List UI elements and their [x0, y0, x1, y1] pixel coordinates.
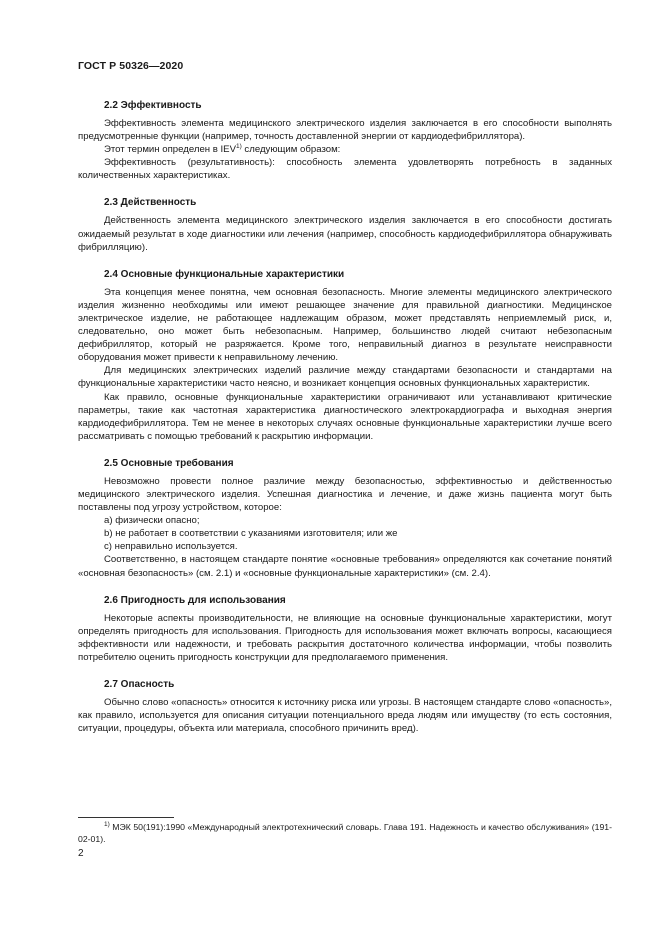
- section-2-6: [78, 594, 612, 664]
- paragraph: Действенность элемента медицинского электрического изделия заключается в его способности достигать ожидаемый результат в ходе диагностики или лечения (например, способность кардиодефибриллятора обнаруживать фибрилляцию).: [78, 215, 612, 253]
- paragraph: Эффективность элемента медицинского электрического изделия заключается в его способности выполнять предусмотренные функции (например, точность доставленной энергии от кардиодефибриллятора).: [78, 118, 612, 143]
- page-number: 2: [78, 848, 84, 859]
- footnote-mark: 1): [104, 821, 110, 829]
- section-2-3: [78, 196, 612, 253]
- document-id: ГОСТ Р 50326—2020: [78, 60, 184, 72]
- section-title: 2.4 Основные функциональные характеристики: [104, 268, 345, 280]
- footnote-ref: 1): [235, 143, 242, 150]
- page-body: [78, 60, 612, 749]
- paragraph: Как правило, основные функциональные характеристики ограничивают или устанавливают критические параметры, такие как частотная характеристика диагностического электрокардиографа и выходная энергия кардиодефибриллятора. Тем не менее в некоторых случаях основные функциональные характеристики лучше всего рассматривать с помощью требований к раскрытию информации.: [78, 391, 612, 442]
- paragraph: Эффективность (результативность): способность элемента удовлетворять потребность в заданных количественных характеристиках.: [78, 157, 612, 182]
- footnote-divider: [78, 817, 174, 818]
- section-title: 2.5 Основные требования: [104, 457, 234, 469]
- paragraph: Обычно слово «опасность» относится к источнику риска или угрозы. В настоящем стандарте слово «опасность», как правило, используется для описания ситуации потенциального вреда людям или имуществу (то есть состояния, ситуации, процедуры, объекта или материала, способного причинить вред).: [78, 697, 612, 735]
- section-title: 2.7 Опасность: [104, 679, 175, 690]
- footnote-text: МЭК 50(191):1990 «Международный электротехнический словарь. Глава 191. Надежность и качество обслуживания» (191-02-01).: [78, 822, 612, 844]
- section-2-5: [78, 457, 612, 580]
- paragraph: Эта концепция менее понятна, чем основная безопасность. Многие элементы медицинского электрического изделия жизненно необходимы или имеют решающее значение для правильной диагностики. Медицинское электрическое изделие, не работающее надлежащим образом, может представлять неприемлемый риск, и, следовательно, оно может быть небезопасным. Например, большинство людей считают небезопасным дефибриллятор, который не разряжается. Кроме того, неправильный диагноз в результате неисправности оборудования может привести к неправильному лечению.: [78, 286, 612, 364]
- section-title: 2.6 Пригодность для использования: [104, 594, 286, 606]
- section-title: 2.2 Эффективность: [104, 100, 202, 111]
- section-2-4: [78, 268, 612, 443]
- section-2-7: [78, 678, 612, 735]
- paragraph: Для медицинских электрических изделий различие между стандартами безопасности и стандартами на функциональные характеристики часто неясно, и возникает концепция основных функциональных характеристик.: [78, 365, 612, 390]
- section-title: 2.3 Действенность: [104, 197, 197, 209]
- paragraph: Некоторые аспекты производительности, не влияющие на основные функциональные характеристики, могут определять пригодность для использования. Пригодность для использования может включать вопросы, касающиеся эффективности или надежности, и требовать раскрытия достаточного количества информации, чтобы позволить потребителю оценить пригодность конструкции для предполагаемого применения.: [78, 612, 612, 663]
- text: Этот термин определен в IEV: [104, 144, 236, 156]
- section-2-2: [78, 99, 612, 182]
- list-item: c) неправильно используется.: [104, 541, 238, 553]
- paragraph: Соответственно, в настоящем стандарте понятие «основные требования» определяются как сочетание понятий «основная безопасность» (см. 2.1) и «основные функциональные характеристики» (см. 2.4).: [78, 554, 612, 579]
- paragraph: Невозможно провести полное различие между безопасностью, эффективностью и действенностью медицинского электрического изделия. Успешная диагностика и лечение, и даже жизнь пациента могут быть поставлены под угрозу устройством, которое:: [78, 475, 612, 514]
- paragraph: [78, 143, 612, 156]
- footnote: [78, 821, 612, 845]
- list-item: a) физически опасно;: [104, 515, 200, 527]
- list-item: b) не работает в соответствии с указаниями изготовителя; или же: [104, 528, 398, 540]
- text: следующим образом:: [241, 144, 341, 156]
